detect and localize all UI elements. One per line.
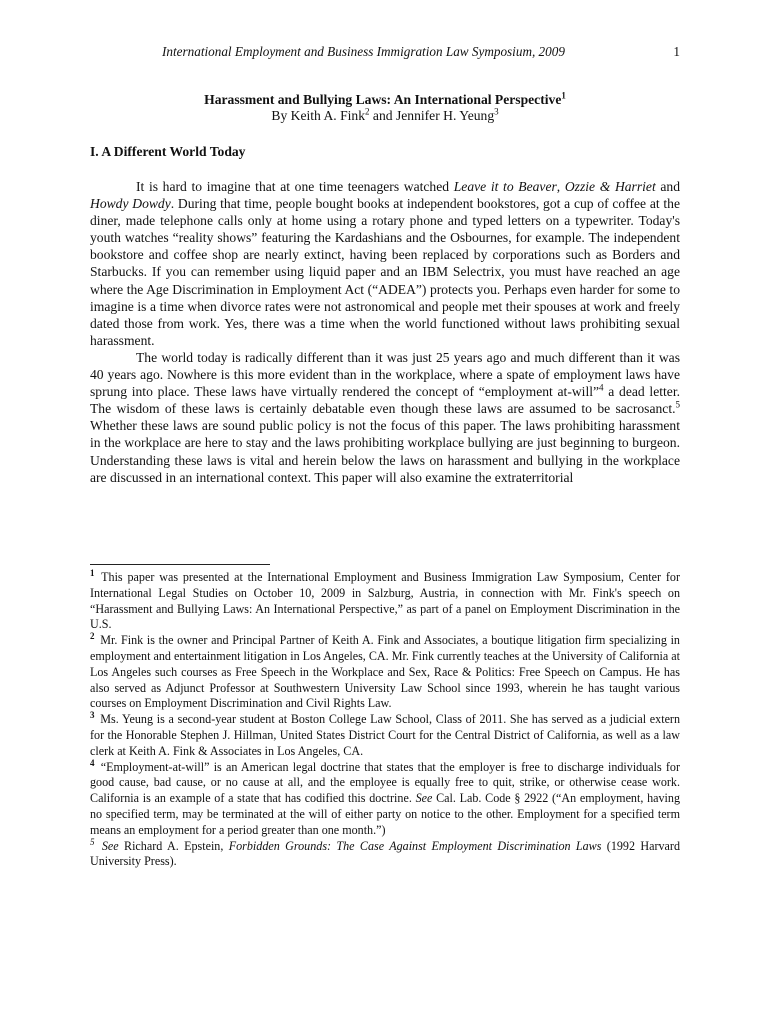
footnote-ref-1: 1 <box>561 90 566 101</box>
paragraph-2-text-c: Whether these laws are sound public policy is not the focus of this paper. The laws prohibiting harassment in the workplace are here to stay and the laws prohibiting workplace bullying are just beginning to burgeon. Understanding these laws is vital and herein below the laws on harassment and bullying in the workplace are discussed in an international context. This paper will also examine the extraterritorial <box>90 418 680 485</box>
footnote-1-mark: 1 <box>90 567 95 578</box>
footnote-ref-4: 4 <box>599 382 604 393</box>
paragraph-1-text-d: . During that time, people bought books at independent bookstores, got a cup of coffee at the diner, made telephone calls only at home using a rotary phone and typed letters on a typewriter. Today's youth watches “reality shows” featuring the Kardashians and the Osbournes, for example. The independent bookstore and coffee shop are nearly extinct, having been replaced by corporations such as Borders and Starbucks. If you can remember using liquid paper and an IBM Selectrix, you must have reached an age where the Age Discrimination in Employment Act (“ADEA”) protects you. Perhaps even harder for some to imagine is a time when divorce rates were not astronomical and people met their spouses at work and freely dated those from work. Yes, there was a time when the world functioned without laws prohibiting sexual harassment. <box>90 196 680 348</box>
footnote-3-text: Ms. Yeung is a second-year student at Boston College Law School, Class of 2011. She has served as a judicial extern for the Honorable Stephen J. Hillman, United States District Court for the Central District of California, as well as a law clerk at Keith A. Fink & Associates in Los Angeles, CA. <box>90 712 681 758</box>
footnote-3-mark: 3 <box>90 710 95 721</box>
show-title-3: Howdy Dowdy <box>90 196 171 212</box>
footnote-1-text: This paper was presented at the International Employment and Business Immigration Law Symposium, Center for International Legal Studies on October 10, 2009 in Salzburg, Austria, in connection with Mr. Fink's speech on “Harassment and Bullying Laws: An International Perspective,” as part of a panel on Employment Discrimination in the U.S. <box>90 570 680 632</box>
paragraph-1-text-c: and <box>655 179 681 194</box>
footnote-ref-3: 3 <box>494 106 499 117</box>
footnote-ref-5: 5 <box>675 399 680 410</box>
section-heading: I. A Different World Today <box>90 144 246 159</box>
byline <box>90 108 680 124</box>
body-text <box>90 178 680 486</box>
footnote-separator <box>90 564 270 565</box>
footnote-5-book-title: Forbidden Grounds: The Case Against Employment Discrimination Laws <box>228 838 602 853</box>
page-number: 1 <box>673 44 680 59</box>
footnote-2 <box>90 633 680 712</box>
paragraph-1-text-a: It is hard to imagine that at one time teenagers watched <box>136 179 454 194</box>
running-header-title: International Employment and Business Immigration Law Symposium, 2009 <box>162 44 565 59</box>
footnote-ref-2: 2 <box>365 106 370 117</box>
byline-author-2: and Jennifer H. Yeung <box>369 108 495 123</box>
paragraph-1-text-b: , <box>556 179 565 194</box>
show-title-2: Ozzie & Harriet <box>564 179 656 194</box>
byline-author-1: By Keith A. Fink <box>271 108 366 123</box>
footnote-1 <box>90 567 680 633</box>
paper-title-line <box>90 92 680 108</box>
paragraph-2-text-a: The world today is radically different than it was just 25 years ago and much different than it was 40 years ago. Nowhere is this more evident than in the workplace, where a spate of employment laws have sprung into place. These laws have virtually rendered the concept of “employment at-will” <box>90 349 680 400</box>
footnote-4-text-a: “Employment-at-will” is an American legal doctrine that states that the employer is free to discharge individuals for good cause, bad cause, or no cause at all, and the employee is equally free to quit, strike, or otherwise cease work. California is an example of a state that has codified this doctrine. <box>90 759 680 806</box>
footnote-2-text: Mr. Fink is the owner and Principal Partner of Keith A. Fink and Associates, a boutique litigation firm specializing in employment and entertainment litigation in Los Angeles, CA. Mr. Fink currently teaches at the University of California at Los Angeles such courses as Free Speech in the Workplace and Sex, Race & Politics: Free Speech on Campus. He has also served as Adjunct Professor at Southwestern University Law School since 1993, wherein he has taught various courses on Employment Discrimination and Civil Rights Law. <box>90 633 680 711</box>
paragraph-2-text-b: a dead letter. The wisdom of these laws is certainly debatable even though these laws are assumed to be sacrosanct. <box>90 384 680 417</box>
footnote-4-signal: See <box>415 791 433 806</box>
paper-title: Harassment and Bullying Laws: An International Perspective <box>204 92 562 107</box>
footnote-5-text-b: (1992 Harvard University Press). <box>90 838 680 869</box>
footnote-4 <box>90 757 680 839</box>
footnote-2-mark: 2 <box>90 631 95 642</box>
show-title-1: Leave it to Beaver <box>453 179 557 194</box>
footnote-4-mark: 4 <box>90 757 95 768</box>
footnote-5 <box>90 836 680 871</box>
title-block <box>90 92 680 124</box>
footnote-5-text-a: Richard A. Epstein, <box>118 838 229 853</box>
footnotes <box>90 567 681 870</box>
document-page <box>90 0 680 1024</box>
footnote-4-text-b: Cal. Lab. Code § 2922 (“An employment, having no specified term, may be terminated at the will of either party on notice to the other. Employment for a specified term means an employment for a period greater than one month.”) <box>90 791 680 837</box>
paragraph-2 <box>90 349 680 486</box>
footnote-3 <box>90 712 680 759</box>
footnote-5-mark: 5 <box>90 836 95 847</box>
paragraph-1 <box>90 178 680 349</box>
footnote-5-signal: See <box>101 838 119 853</box>
